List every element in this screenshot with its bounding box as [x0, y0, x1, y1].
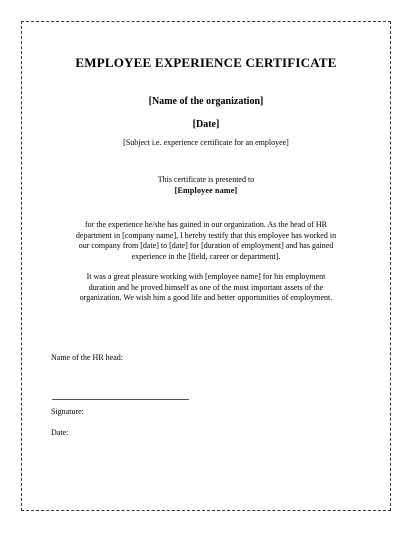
certificate-title: EMPLOYEE EXPERIENCE CERTIFICATE: [75, 55, 337, 70]
certificate-frame: [21, 21, 391, 511]
hr-head-signature-line: [52, 399, 189, 400]
wishes-paragraph: [38, 272, 374, 304]
employee-name-placeholder: [Employee name]: [174, 186, 238, 195]
subject-placeholder: [Subject i.e. experience certificate for an employee]: [123, 138, 289, 147]
experience-paragraph: [38, 220, 374, 262]
experience-paragraph-line: our company from [date] to [date] for [duration of employment] and has gained: [78, 241, 334, 250]
date-label: Date:: [51, 428, 69, 437]
wishes-paragraph-line: duration and he proved himself as one of the most important assets of the: [88, 282, 324, 292]
wishes-paragraph-line: organization. We wish him a good life and better opportunities of employment.: [79, 293, 333, 302]
experience-paragraph-line: experience in the [field, career or department].: [131, 251, 281, 261]
date-placeholder: [Date]: [192, 119, 220, 130]
presented-to-text: This certificate is presented to: [157, 175, 255, 184]
wishes-paragraph-line: It was a great pleasure working with [employee name] for his employment: [86, 272, 326, 281]
hr-head-label: Name of the HR head:: [51, 353, 123, 362]
experience-paragraph-line: for the experience he/she has gained in our organization. As the head of HR: [85, 220, 327, 229]
experience-paragraph-line: department in [company name], I hereby testify that this employee has worked in: [75, 230, 337, 240]
signature-label: Signature:: [51, 407, 84, 416]
organization-placeholder: [Name of the organization]: [148, 96, 264, 107]
